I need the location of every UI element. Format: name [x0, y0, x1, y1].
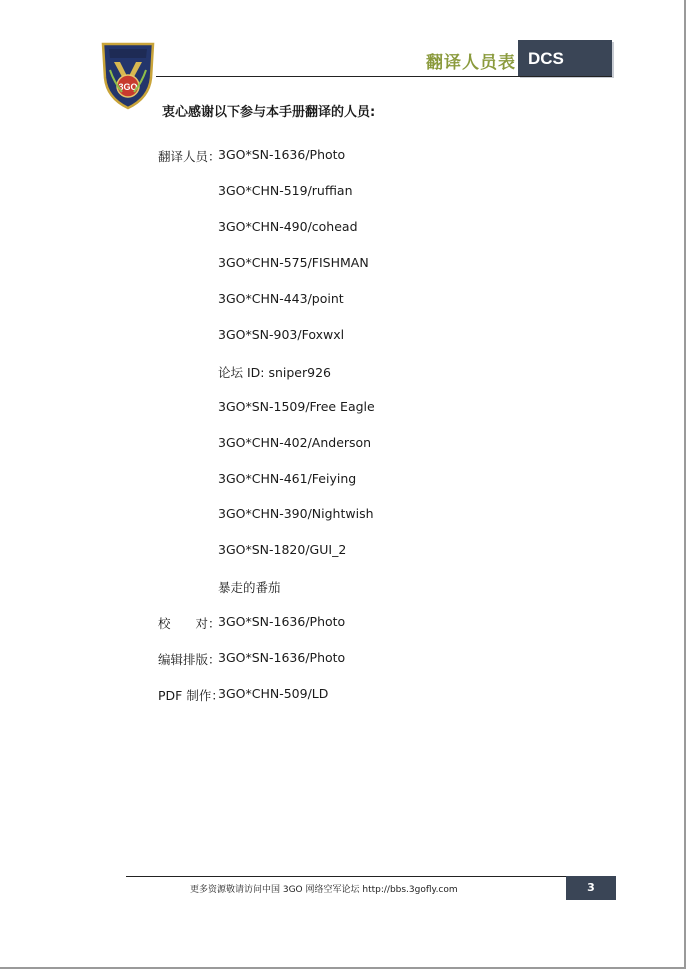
translators-label: 翻译人员： [158, 149, 221, 164]
translator-name: 3GO*CHN-519/ruffian [218, 183, 353, 198]
translator-name: 3GO*SN-1820/GUI_2 [218, 542, 347, 557]
translator-name: 论坛 ID: sniper926 [218, 365, 332, 380]
translator-name: 3GO*CHN-443/point [218, 291, 344, 306]
translator-name: 3GO*SN-1509/Free Eagle [218, 399, 375, 414]
3go-emblem-logo [100, 40, 156, 110]
page-number-box [566, 876, 616, 900]
footer-divider [126, 876, 616, 877]
translator-name: 3GO*SN-1636/Photo [218, 147, 346, 162]
intro-text: 衷心感谢以下参与本手册翻译的人员: [162, 105, 376, 120]
translator-name: 3GO*CHN-390/Nightwish [218, 506, 374, 521]
page-number: 3 [587, 881, 595, 894]
translator-name: 3GO*CHN-490/cohead [218, 219, 358, 234]
translator-name: 3GO*SN-903/Foxwxl [218, 327, 345, 342]
logo-text: 3GO [118, 82, 138, 92]
translator-name: 3GO*CHN-575/FISHMAN [218, 255, 369, 270]
pdf-value: 3GO*CHN-509/LD [218, 686, 329, 701]
footer-text: 更多资源敬请访问中国 3GO 网络空军论坛 http://bbs.3gofly.com [190, 885, 458, 895]
translator-name: 暴走的番茄 [218, 580, 281, 595]
dcs-badge [518, 40, 612, 76]
translator-name: 3GO*CHN-461/Feiying [218, 471, 357, 486]
page-title: 翻译人员表 [426, 53, 516, 73]
proofread-value: 3GO*SN-1636/Photo [218, 614, 346, 629]
layout-edit-value: 3GO*SN-1636/Photo [218, 650, 346, 665]
dcs-badge-label: DCS [528, 49, 564, 68]
pdf-label: PDF 制作： [158, 688, 224, 703]
proofread-label: 校 对： [158, 616, 221, 631]
translator-name: 3GO*CHN-402/Anderson [218, 435, 372, 450]
layout-edit-label: 编辑排版： [158, 652, 221, 667]
header-divider [156, 76, 612, 77]
